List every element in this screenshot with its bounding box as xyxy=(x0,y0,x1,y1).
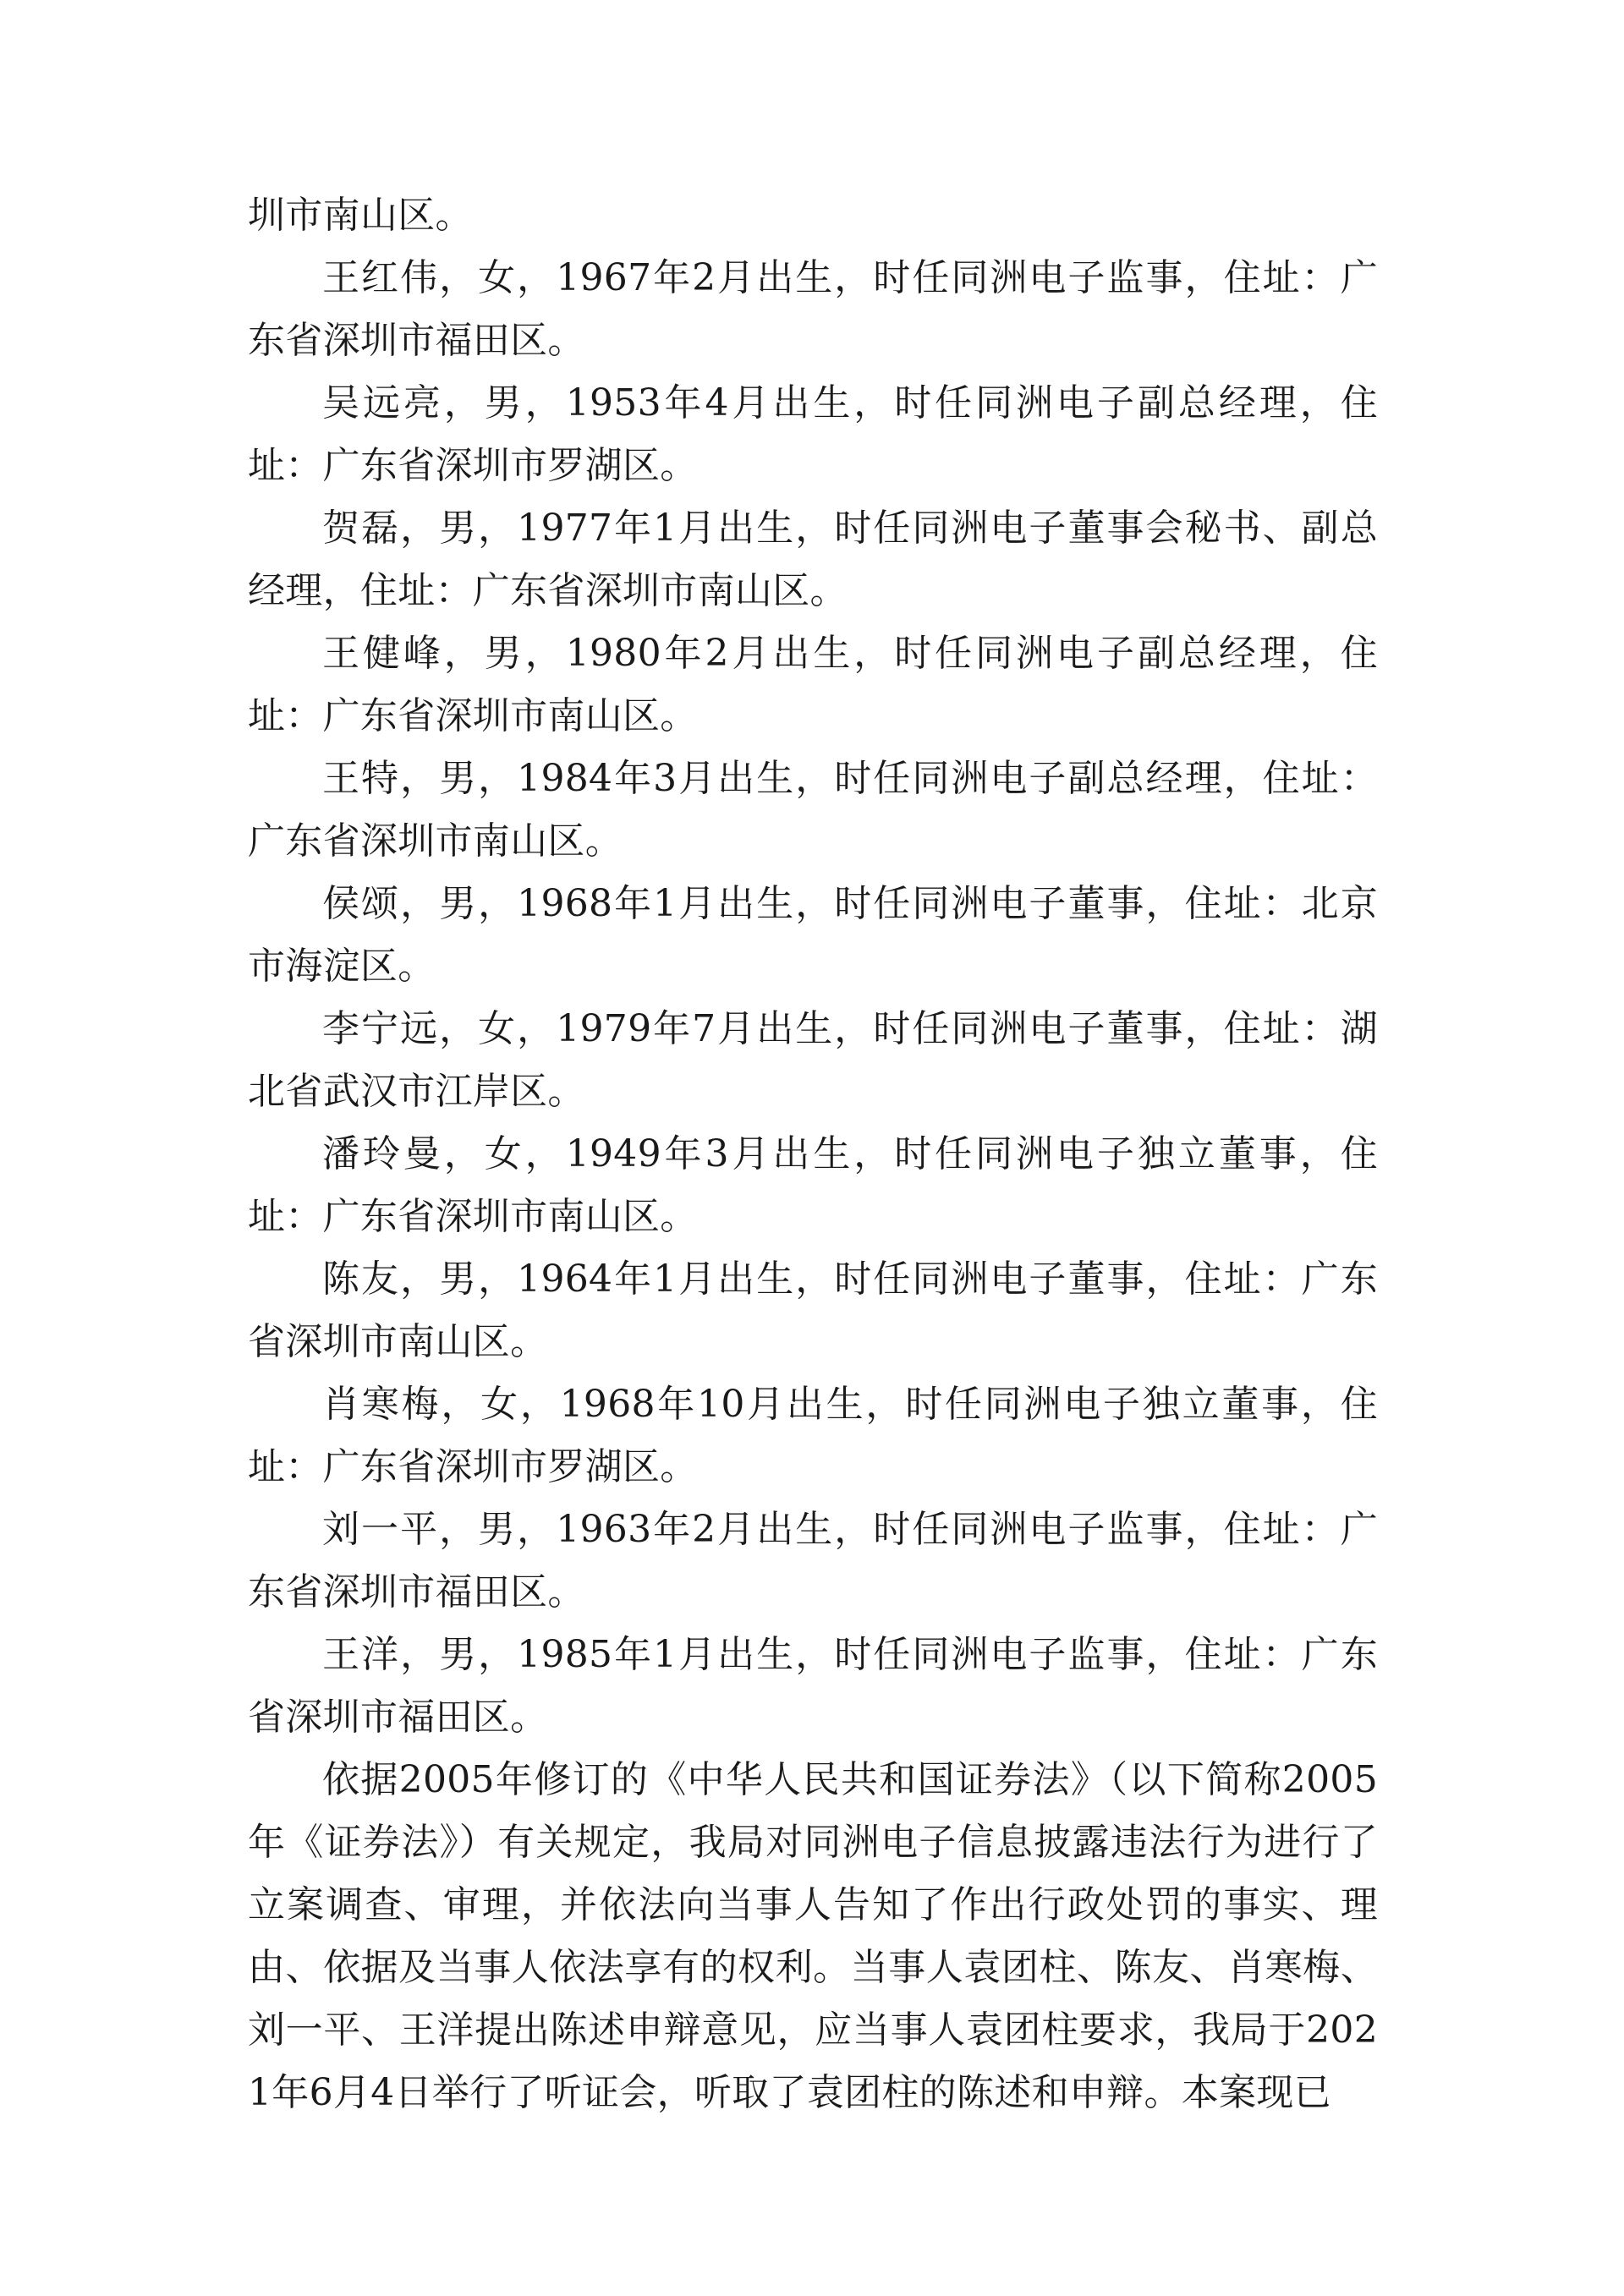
paragraph-party-xiao-hanmei: 肖寒梅，女，1968年10月出生，时任同洲电子独立董事，住址：广东省深圳市罗湖区。 xyxy=(248,1383,1378,1488)
paragraph-party-chen-you: 陈友，男，1964年1月出生，时任同洲电子董事，住址：广东省深圳市南山区。 xyxy=(248,1258,1378,1363)
paragraph-party-li-ningyuan: 李宁远，女，1979年7月出生，时任同洲电子董事，住址：湖北省武汉市江岸区。 xyxy=(248,1007,1378,1113)
document-body xyxy=(248,184,1378,2124)
paragraph-party-wang-yang: 王洋，男，1985年1月出生，时任同洲电子监事，住址：广东省深圳市福田区。 xyxy=(248,1633,1378,1739)
paragraph-party-hou-song: 侯颂，男，1968年1月出生，时任同洲电子董事，住址：北京市海淀区。 xyxy=(248,882,1378,988)
paragraph-continuation-line: 圳市南山区。 xyxy=(248,194,473,237)
paragraph-party-he-lei: 贺磊，男，1977年1月出生，时任同洲电子董事会秘书、副总经理，住址：广东省深圳市南山区。 xyxy=(248,507,1378,612)
paragraph-party-wang-hongwei: 王红伟，女，1967年2月出生，时任同洲电子监事，住址：广东省深圳市福田区。 xyxy=(248,256,1378,362)
paragraph-party-wu-yuanliang: 吴远亮，男，1953年4月出生，时任同洲电子副总经理，住址：广东省深圳市罗湖区。 xyxy=(248,381,1378,487)
paragraph-party-wang-te: 王特，男，1984年3月出生，时任同洲电子副总经理，住址：广东省深圳市南山区。 xyxy=(248,757,1378,863)
paragraph-procedural-summary: 依据2005年修订的《中华人民共和国证券法》（以下简称2005年《证券法》）有关规定，我局对同洲电子信息披露违法行为进行了立案调查、审理，并依法向当事人告知了作出行政处罚的事实、理由、依据及当事人依法享有的权利。当事人袁团柱、陈友、肖寒梅、刘一平、王洋提出陈述申辩意见，应当事人袁团柱要求，我局于2021年6月4日举行了听证会，听取了袁团柱的陈述和申辩。本案现已 xyxy=(248,1758,1378,2114)
paragraph-party-pan-lingman: 潘玲曼，女，1949年3月出生，时任同洲电子独立董事，住址：广东省深圳市南山区。 xyxy=(248,1132,1378,1238)
paragraph-party-liu-yiping: 刘一平，男，1963年2月出生，时任同洲电子监事，住址：广东省深圳市福田区。 xyxy=(248,1508,1378,1614)
paragraph-party-wang-jianfeng: 王健峰，男，1980年2月出生，时任同洲电子副总经理，住址：广东省深圳市南山区。 xyxy=(248,632,1378,737)
